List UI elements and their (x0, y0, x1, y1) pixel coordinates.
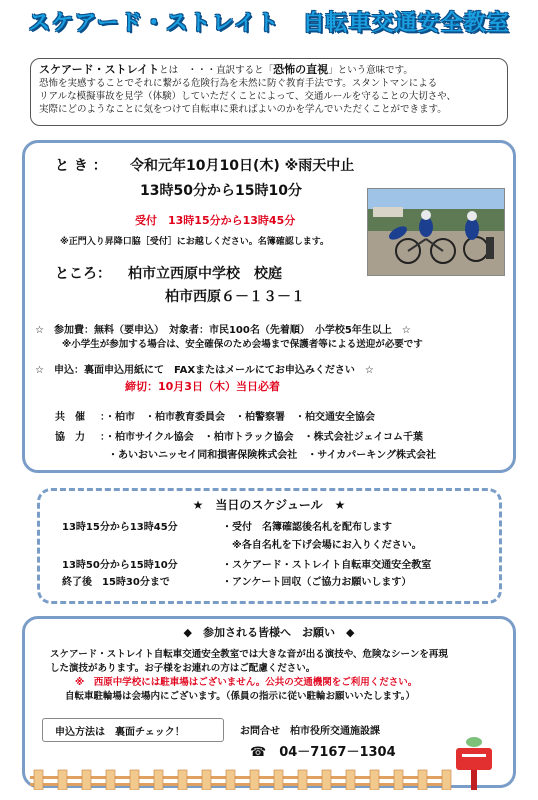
intro-highlight: 恐怖の直視 (273, 63, 329, 76)
coop-list-2: ・あいおいニッセイ同和損害保険株式会社 ・サイカパーキング株式会社 (108, 450, 436, 461)
child-note: ※小学生が参加する場合は、安全確保のため会場まで保護者等による送迎が必要です (62, 339, 423, 350)
page-title: スケアード・ストレイト 自転車交通安全教室 (28, 11, 510, 36)
schedule-item-3: ・スケアード・ストレイト自転車交通安全教室 (222, 560, 432, 571)
intro-text2: 」という意味です。 (328, 65, 413, 76)
contact-label: お問合せ 柏市役所交通施設課 (240, 726, 380, 737)
fee-line: ☆ 参加費：無料（要申込） 対象者：市民100名（先着順） 小学校5年生以上 ☆ (35, 325, 411, 336)
apply-line: ☆ 申込：裏面申込用紙にて FAXまたはメールにてお申込みください ☆ (35, 365, 374, 376)
fence-decoration (30, 768, 510, 790)
reception-time: 受付 13時15分から13時45分 (135, 214, 296, 227)
intro-line-1 (39, 63, 499, 77)
coop-list-1: ：・柏市サイクル協会 ・柏市トラック協会 ・株式会社ジェイコム千葉 (100, 432, 423, 443)
event-date: 令和元年10月10日(木) ※雨天中止 (130, 158, 355, 174)
event-time: 13時50分から15時10分 (140, 183, 302, 199)
gate-note: ※正門入り昇降口脇［受付］にお越しください。名簿確認します。 (60, 237, 330, 247)
apply-method: 申込方法は 裏面チェック！ (55, 727, 185, 738)
notice-heading: ◆ 参加される皆様へ お願い ◆ (183, 626, 355, 639)
intro-line-4: 実際にどのようなことに気をつけて自転車に乗ればよいのかを学んでいただくことができます。 (39, 104, 447, 115)
postbox-icon (450, 732, 498, 790)
intro-box (30, 58, 508, 126)
apply-method-box (42, 718, 224, 742)
intro-line-3: リアルな模擬事故を見学（体験）していただくことによって、交通ルールを守ることの大切さや、 (39, 91, 457, 102)
schedule-time-4: 終了後 15時30分まで (62, 577, 170, 588)
where-label: ところ： (55, 266, 111, 282)
stunt-photo (367, 188, 505, 276)
schedule-heading: ★ 当日のスケジュール ★ (192, 498, 346, 512)
schedule-item-4: ・アンケート回収（ご協力お願いします） (222, 577, 412, 588)
host-label: 共 催 (55, 412, 85, 423)
schedule-time-3: 13時50分から15時10分 (62, 560, 178, 571)
intro-line-2: 恐怖を実感することでそれに繋がる危険行為を未然に防ぐ教育手法です。スタントマンによる (39, 78, 438, 89)
notice-line-1: スケアード・ストレイト自転車交通安全教室では大きな音が出る演技や、危険なシーンを再現 (50, 649, 448, 660)
intro-lead: スケアード・ストレイト (39, 63, 160, 76)
event-place: 柏市立西原中学校 校庭 (128, 266, 282, 282)
host-list: ：・柏市 ・柏市教育委員会 ・柏警察署 ・柏交通安全協会 (100, 412, 375, 423)
notice-line-3: ※ 西原中学校には駐車場はございません。公共の交通機関をご利用ください。 (75, 677, 418, 688)
notice-line-4: 自転車駐輪場は会場内にございます。（係員の指示に従い駐輪お願いいたします。） (65, 691, 415, 702)
notice-frame (22, 616, 516, 788)
event-address: 柏市西原６－１３－１ (165, 289, 305, 305)
schedule-item-2: ※各自名札を下げ会場にお入りください。 (232, 540, 422, 551)
schedule-item-1: ・受付 名簿確認後名札を配布します (222, 522, 392, 533)
when-label: と き ： (55, 158, 107, 174)
schedule-time-1: 13時15分から13時45分 (62, 522, 178, 533)
coop-label: 協 力 (55, 432, 85, 443)
notice-line-2: した演技があります。お子様をお連れの方はご配慮ください。 (50, 663, 316, 674)
intro-text1: とは ・・・直訳すると「 (159, 65, 274, 76)
deadline: 締切：10月3日（木）当日必着 (125, 380, 280, 393)
contact-phone: ☎ 04－7167－1304 (250, 745, 396, 760)
